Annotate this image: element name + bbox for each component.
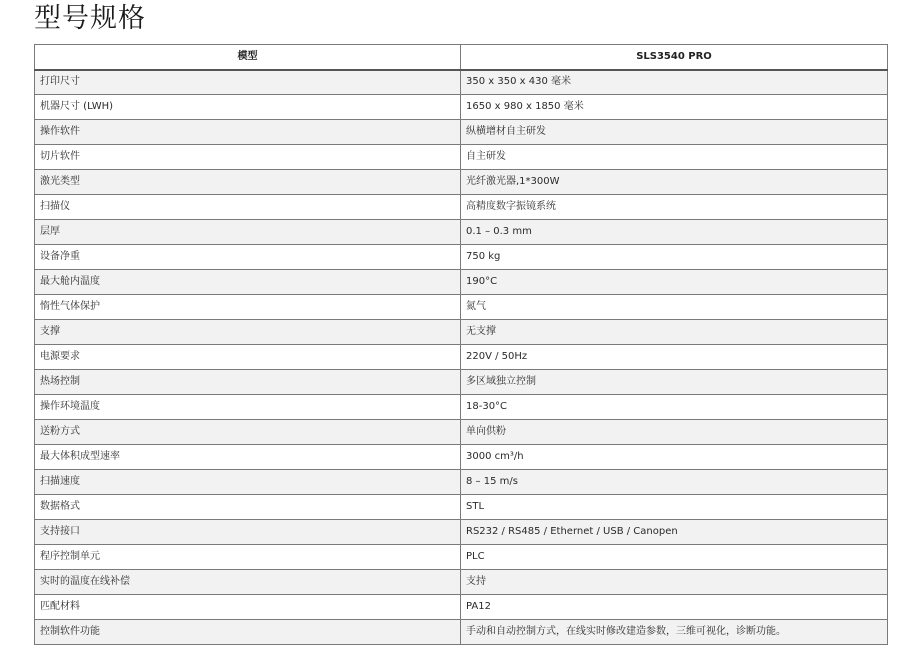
spec-table-header [35, 45, 888, 70]
spec-value: PLC [461, 545, 888, 570]
table-row [35, 620, 888, 645]
table-row [35, 420, 888, 445]
spec-label: 实时的温度在线补偿 [35, 570, 461, 595]
spec-value: 750 kg [461, 245, 888, 270]
spec-value: 光纤激光器,1*300W [461, 170, 888, 195]
table-row [35, 145, 888, 170]
spec-label: 控制软件功能 [35, 620, 461, 645]
spec-label: 惰性气体保护 [35, 295, 461, 320]
spec-value: 3000 cm³/h [461, 445, 888, 470]
table-row [35, 595, 888, 620]
spec-value: 8 – 15 m/s [461, 470, 888, 495]
spec-label: 层厚 [35, 220, 461, 245]
spec-value: 自主研发 [461, 145, 888, 170]
table-row [35, 295, 888, 320]
spec-label: 打印尺寸 [35, 70, 461, 95]
spec-label: 支撑 [35, 320, 461, 345]
spec-label: 匹配材料 [35, 595, 461, 620]
spec-label: 设备净重 [35, 245, 461, 270]
table-row [35, 220, 888, 245]
spec-value: 无支撑 [461, 320, 888, 345]
spec-label: 电源要求 [35, 345, 461, 370]
spec-table-body [35, 70, 888, 645]
spec-value: 多区域独立控制 [461, 370, 888, 395]
spec-value: 350 x 350 x 430 毫米 [461, 70, 888, 95]
spec-value: PA12 [461, 595, 888, 620]
table-row [35, 495, 888, 520]
spec-value: 190°C [461, 270, 888, 295]
spec-label: 热场控制 [35, 370, 461, 395]
spec-value: 18-30°C [461, 395, 888, 420]
spec-label: 扫描仪 [35, 195, 461, 220]
spec-label: 切片软件 [35, 145, 461, 170]
spec-value: 手动和自动控制方式，在线实时修改建造参数，三维可视化，诊断功能。 [461, 620, 888, 645]
spec-label: 机器尺寸 (LWH) [35, 95, 461, 120]
page-title: 型号规格 [34, 3, 146, 34]
spec-value: 单向供粉 [461, 420, 888, 445]
table-row [35, 370, 888, 395]
table-row [35, 570, 888, 595]
column-header-model: 模型 [35, 45, 461, 70]
table-row [35, 120, 888, 145]
table-row [35, 345, 888, 370]
spec-value: 高精度数字振镜系统 [461, 195, 888, 220]
header-row [35, 45, 888, 70]
spec-value: 220V / 50Hz [461, 345, 888, 370]
spec-label: 程序控制单元 [35, 545, 461, 570]
column-header-product: SLS3540 PRO [461, 45, 888, 70]
table-row [35, 170, 888, 195]
spec-value: STL [461, 495, 888, 520]
table-row [35, 195, 888, 220]
table-row [35, 245, 888, 270]
spec-label: 最大舱内温度 [35, 270, 461, 295]
spec-label: 操作软件 [35, 120, 461, 145]
table-row [35, 470, 888, 495]
table-row [35, 445, 888, 470]
spec-value: 支持 [461, 570, 888, 595]
spec-label: 送粉方式 [35, 420, 461, 445]
spec-table [34, 44, 888, 645]
table-row [35, 320, 888, 345]
spec-label: 支持接口 [35, 520, 461, 545]
table-row [35, 95, 888, 120]
table-row [35, 270, 888, 295]
spec-label: 数据格式 [35, 495, 461, 520]
spec-value: 纵横增材自主研发 [461, 120, 888, 145]
spec-label: 操作环境温度 [35, 395, 461, 420]
spec-value: RS232 / RS485 / Ethernet / USB / Canopen [461, 520, 888, 545]
spec-value: 1650 x 980 x 1850 毫米 [461, 95, 888, 120]
table-row [35, 395, 888, 420]
spec-value: 0.1 – 0.3 mm [461, 220, 888, 245]
spec-label: 激光类型 [35, 170, 461, 195]
spec-label: 最大体积成型速率 [35, 445, 461, 470]
spec-label: 扫描速度 [35, 470, 461, 495]
table-row [35, 520, 888, 545]
table-row [35, 545, 888, 570]
table-row [35, 70, 888, 95]
spec-value: 氮气 [461, 295, 888, 320]
